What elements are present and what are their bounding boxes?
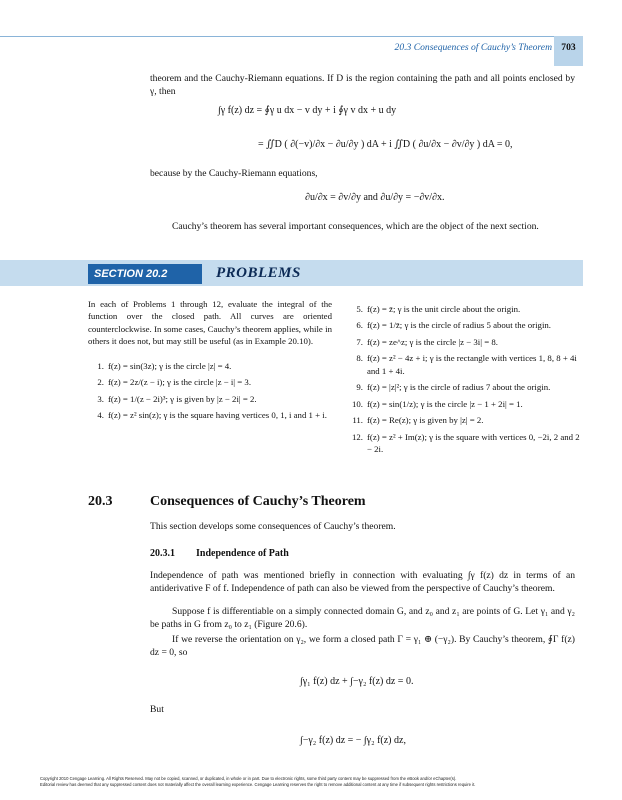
equation-closed-path-sum: ∫γ₁ f(z) dz + ∫−γ₂ f(z) dz = 0. [300, 676, 414, 687]
problems-right-column [341, 303, 581, 460]
problem-number: 5. [356, 304, 363, 314]
problem-item [341, 381, 581, 393]
footer-line: Editorial review has deemed that any suppressed content does not materially affect the overall learning experience. Cengage Learning reserves the right to remove additional content at any time if subsequent rights restrictions require it. [40, 782, 476, 788]
equation-green-theorem: = ∬D ( ∂(−v)/∂x − ∂u/∂y ) dA + i ∬D ( ∂u/∂x − ∂v/∂y ) dA = 0, [258, 139, 513, 150]
paragraph-consequences: Cauchy’s theorem has several important consequences, which are the object of the next section. [172, 221, 539, 232]
subsection-heading: Independence of Path [196, 548, 289, 559]
problem-text: f(z) = |z|²; γ is the circle of radius 7 about the origin. [367, 382, 551, 393]
paragraph-but: But [150, 704, 164, 715]
copyright-footer [40, 776, 585, 789]
problem-item [341, 431, 581, 456]
problem-text: f(z) = ze^z; γ is the circle |z − 3i| = 8. [367, 336, 498, 347]
problem-number: 4. [97, 410, 104, 421]
paragraph-independence: Independence of path was mentioned briefly in connection with evaluating ∫γ f(z) dz in terms of an antiderivative F of f. Independence of path can also be viewed from the perspective of Cauchy’s theorem. [150, 570, 575, 595]
problem-item [341, 319, 581, 331]
problem-text: f(z) = 2z/(z − i); γ is the circle |z − i| = 3. [108, 377, 252, 388]
problem-item [88, 376, 332, 388]
problem-number: 3. [97, 393, 104, 404]
problem-item [341, 303, 581, 315]
problem-number: 11. [352, 415, 363, 426]
page-number-tab [554, 36, 583, 66]
equation-reverse-path: ∫−γ₂ f(z) dz = − ∫γ₂ f(z) dz, [300, 735, 406, 746]
problem-number: 10. [352, 398, 363, 409]
paragraph-suppose: Suppose f is differentiable on a simply connected domain G, and z₀ and z₁ are points of G. Let γ₁ and γ₂ be paths in G from z₀ to z₁ (Figure 20.6). [150, 606, 575, 631]
problem-text: f(z) = z² − 4z + i; γ is the rectangle with vertices 1, 8, 8 + 4i and 1 + 4i. [367, 353, 577, 376]
problem-number: 12. [352, 431, 363, 442]
paragraph-because: because by the Cauchy-Riemann equations, [150, 168, 318, 179]
problem-item [88, 393, 332, 405]
problem-text: f(z) = sin(3z); γ is the circle |z| = 4. [108, 360, 232, 371]
problems-left-column [88, 298, 332, 426]
problem-number: 1. [97, 360, 104, 371]
page-number: 703 [561, 42, 576, 53]
problem-text: f(z) = 1/(z − 2i)³; γ is given by |z − 2i| = 2. [108, 393, 257, 404]
section-number: 20.3 [88, 494, 113, 509]
problem-text: f(z) = z̄; γ is the unit circle about the origin. [367, 304, 521, 314]
problem-item [88, 360, 332, 372]
problem-number: 2. [97, 377, 104, 388]
paragraph-reverse-orientation: If we reverse the orientation on γ₂, we form a closed path Γ = γ₁ ⊕ (−γ₂). By Cauchy’s theorem, ∮Γ f(z) dz = 0, so [150, 634, 575, 659]
problem-text: f(z) = sin(1/z); γ is the circle |z − 1 + 2i| = 1. [367, 398, 523, 409]
section-title: PROBLEMS [216, 265, 301, 281]
problem-number: 8. [356, 353, 363, 364]
problem-item [88, 409, 332, 421]
problem-item [341, 414, 581, 426]
subsection-number: 20.3.1 [150, 548, 175, 559]
problem-text: f(z) = 1/z̄; γ is the circle of radius 5 about the origin. [367, 320, 551, 331]
problem-text: f(z) = z² + Im(z); γ is the square with vertices 0, −2i, 2 and 2 − 2i. [367, 431, 580, 455]
problem-item [341, 398, 581, 410]
problem-number: 7. [356, 336, 363, 347]
problem-item [341, 336, 581, 348]
running-header [0, 36, 622, 66]
section-heading: Consequences of Cauchy’s Theorem [150, 494, 366, 509]
problem-text: f(z) = Re(z); γ is given by |z| = 2. [367, 415, 484, 426]
paragraph-continuation: theorem and the Cauchy-Riemann equations. If D is the region containing the path and all points enclosed by γ, then [150, 73, 575, 98]
header-rule [0, 36, 583, 37]
problems-intro: In each of Problems 1 through 12, evaluate the integral of the function over the closed path. All curves are oriented counterclockwise. In some cases, Cauchy’s theorem applies, while in others it does not, but may still be useful (as in Example 20.10). [88, 299, 332, 347]
equation-line-integral: ∫γ f(z) dz = ∮γ u dx − v dy + i ∮γ v dx + u dy [218, 105, 397, 116]
section-intro: This section develops some consequences of Cauchy’s theorem. [150, 521, 396, 532]
equation-cauchy-riemann: ∂u/∂x = ∂v/∂y and ∂u/∂y = −∂v/∂x. [305, 192, 445, 203]
section-label: SECTION 20.2 [88, 264, 202, 284]
problem-item [341, 352, 581, 377]
running-title: 20.3 Consequences of Cauchy’s Theorem [394, 42, 552, 53]
problem-text: f(z) = z² sin(z); γ is the square having vertices 0, 1, i and 1 + i. [108, 410, 327, 421]
footer-line: Copyright 2010 Cengage Learning. All Rights Reserved. May not be copied, scanned, or duplicated, in whole or in part. Due to electronic rights, some third party content may be suppressed from the eBook and/or eChapter(s). [40, 776, 457, 781]
problem-number: 6. [356, 320, 363, 331]
problem-number: 9. [356, 382, 363, 393]
